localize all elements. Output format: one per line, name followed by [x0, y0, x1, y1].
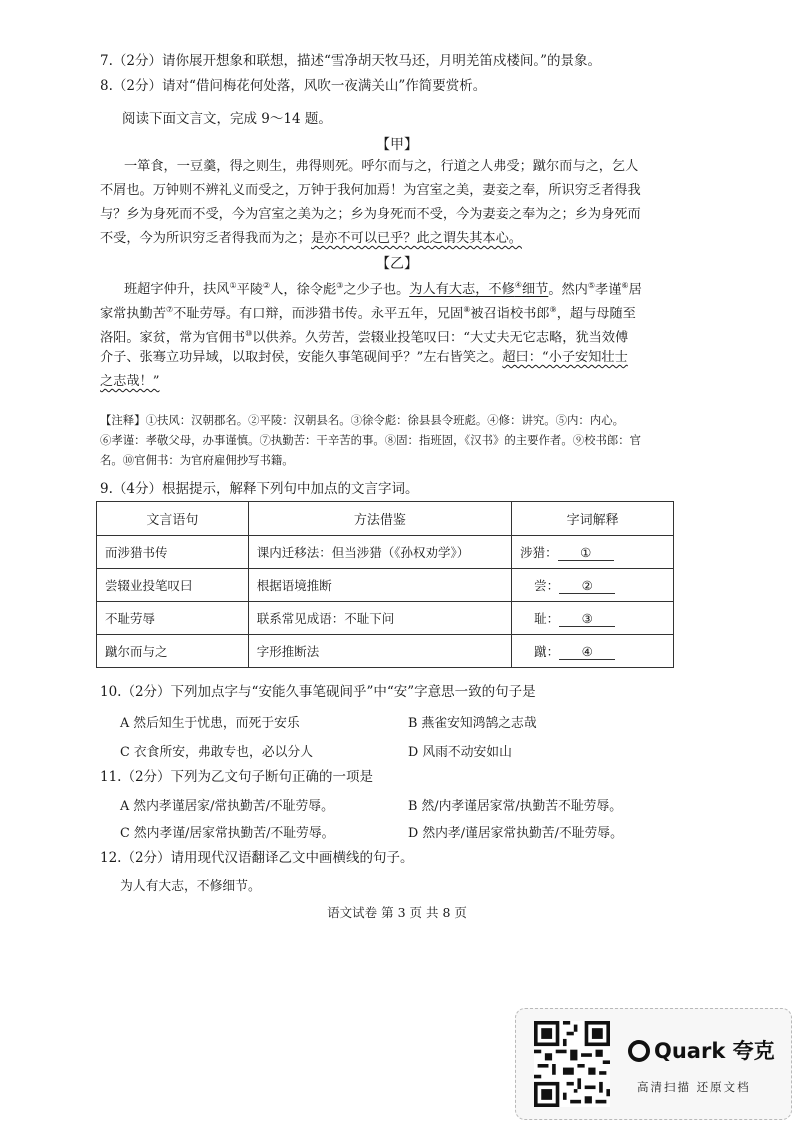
option-b[interactable]: B 然/内孝谨居家常/执勤苦不耻劳辱。 — [408, 799, 623, 814]
question-7: 7.（2分）请你展开想象和联想，描述“雪净胡天牧马还，月明羌笛戍楼间。”的景象。 — [100, 53, 602, 69]
wavy-underlined-sentence: 之志哉！” — [100, 374, 160, 389]
qr-code-icon — [534, 1021, 610, 1107]
wavy-underlined-sentence: 是亦不可以已乎？此之谓失其本心。 — [311, 231, 522, 246]
passage-yi-line: 家常执勤苦⑦不耻劳辱。有口辩，而涉猎书传。永平五年，兄固⑧被召诣校书郎⑨，超与母随至 — [100, 305, 636, 322]
option-d[interactable]: D 风雨不动安如山 — [408, 745, 512, 760]
scanner-watermark — [515, 1008, 792, 1120]
option-d[interactable]: D 然内孝/谨居家常执勤苦/不耻劳辱。 — [408, 826, 623, 841]
table-row: 而涉猎书传 课内迁移法：但当涉猎（《孙权劝学》） 涉猎： ① — [97, 536, 674, 569]
passage-yi-line: 洛阳。家贫，常为官佣书⑩以供养。久劳苦，尝辍业投笔叹曰：“大丈夫无它志略，犹当效傅 — [100, 329, 629, 346]
page-footer: 语文试卷 第 3 页 共 8 页 — [327, 905, 467, 920]
answer-blank[interactable]: ① — [558, 545, 614, 561]
passage-yi-line: 介子、张骞立功异域，以取封侯，安能久事笔砚间乎？”左右皆笑之。超曰：“小子安知壮士 — [100, 350, 628, 365]
table-row: 尝辍业投笔叹曰 根据语境推断 尝： ② — [97, 569, 674, 602]
translation-sentence: 为人有大志，不修细节。 — [120, 879, 261, 894]
passage-jia-line: 一箪食，一豆羹，得之则生，弗得则死。呼尔而与之，行道之人弗受；蹴尔而与之，乞人 — [124, 159, 639, 174]
wavy-underlined-sentence: 超曰：“小子安知壮士 — [502, 350, 628, 365]
passage-yi-line — [100, 370, 160, 394]
table-header: 文言语句 — [97, 502, 249, 536]
quark-logo-icon — [628, 1040, 650, 1062]
vocabulary-table — [96, 501, 674, 668]
passage-jia-line: 与？乡为身死而不受，今为宫室之美为之；乡为身死而不受，今为妻妾之奉为之；乡为身死而 — [100, 207, 641, 222]
option-b[interactable]: B 燕雀安知鸿鹄之志哉 — [408, 716, 537, 731]
watermark-tagline: 高清扫描 还原文档 — [637, 1080, 751, 1094]
quark-brand: Quark 夸克 — [628, 1035, 775, 1065]
reading-intro: 阅读下面文言文，完成 9～14 题。 — [122, 111, 332, 127]
table-row: 不耻劳辱 联系常见成语：不耻下问 耻： ③ — [97, 602, 674, 635]
passage-yi-line: 班超字仲升，扶风①平陵②人，徐令彪③之少子也。为人有大志，不修④细节。然内⑤孝谨⑥居 — [124, 281, 642, 298]
answer-blank[interactable]: ④ — [559, 644, 615, 660]
option-a[interactable]: A 然后知生于忧患，而死于安乐 — [120, 716, 300, 731]
table-header: 方法借鉴 — [248, 502, 511, 536]
option-c[interactable]: C 衣食所安，弗敢专也，必以分人 — [120, 745, 314, 760]
underlined-sentence: 为人有大志，不修④细节 — [409, 281, 549, 298]
passage-jia-line: 不屑也。万钟则不辨礼义而受之，万钟于我何加焉！为宫室之美，妻妾之奉，所识穷乏者得我 — [100, 183, 641, 198]
passage-yi-heading: 【乙】 — [376, 256, 418, 272]
answer-blank[interactable]: ③ — [559, 611, 615, 627]
option-c[interactable]: C 然内孝谨/居家常执勤苦/不耻劳辱。 — [120, 826, 335, 841]
passage-jia-heading: 【甲】 — [376, 137, 418, 153]
table-header: 字词解释 — [512, 502, 674, 536]
question-9-stem: 9.（4分）根据提示，解释下列句中加点的文言字词。 — [100, 481, 419, 497]
table-row: 蹴尔而与之 字形推断法 蹴： ④ — [97, 635, 674, 668]
question-10-stem: 10.（2分）下列加点字与“安能久事笔砚间乎”中“安”字意思一致的句子是 — [100, 684, 536, 700]
question-8: 8.（2分）请对“借问梅花何处落，风吹一夜满关山”作简要赏析。 — [100, 78, 487, 94]
passage-jia-line: 不受，今为所识穷乏者得我而为之；是亦不可以已乎？此之谓失其本心。 — [100, 231, 522, 246]
question-11-stem: 11.（2分）下列为乙文句子断句正确的一项是 — [100, 769, 374, 785]
annotation-line: ⑥孝谨：孝敬父母，办事谨慎。⑦执勤苦：干辛苦的事。⑧固：指班固，《汉书》的主要作者。⑨校书郎：官 — [100, 433, 642, 447]
option-a[interactable]: A 然内孝谨居家/常执勤苦/不耻劳辱。 — [120, 799, 334, 814]
annotation-line: 【注释】①扶风：汉朝郡名。②平陵：汉朝县名。③徐令彪：徐县县令班彪。④修：讲究。⑤内：内心。 — [100, 413, 624, 427]
annotation-line: 名。⑩官佣书：为官府雇佣抄写书籍。 — [100, 453, 294, 467]
answer-blank[interactable]: ② — [559, 578, 615, 594]
question-12-stem: 12.（2分）请用现代汉语翻译乙文中画横线的句子。 — [100, 850, 414, 866]
